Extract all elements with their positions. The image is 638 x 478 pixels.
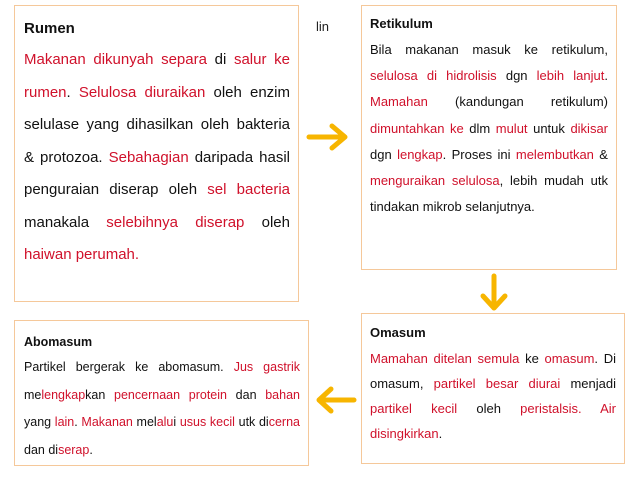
abomasum-text: mel [132,415,157,430]
omasum-text [582,401,601,416]
abomasum-text: Partikel bergerak ke abomasum. [24,360,234,374]
rumen-text: sel bacteria [207,181,290,198]
abomasum-text: . [74,415,82,430]
rumen-text: oleh enzim selulase yang dihasilkan oleh bakteria & protozoa. [24,83,290,166]
retikulum-text: & [593,146,608,162]
retikulum-text: dimuntahkan ke [370,120,464,136]
retikulum-text: melembutkan [515,146,594,162]
rumen-text: haiwan perumah. [24,246,140,263]
retikulum-text: Mamahan [370,94,428,110]
retikulum-text: selulosa di hidrolisis [370,68,497,84]
annotation-lin: lin [316,19,330,34]
abomasum-text: dan [226,387,266,402]
rumen-box [14,5,299,302]
arrow-left-icon [313,385,357,415]
omasum-text: Air disingkirkan [370,401,616,441]
abomasum-text: bahan [265,387,300,402]
abomasum-text: yang [24,415,55,430]
abomasum-text: dan di [24,442,59,457]
rumen-title: Rumen [24,20,75,37]
rumen-text: oleh [244,213,290,231]
omasum-text: ke [519,351,545,366]
rumen-text: Makanan dikunyah separa [24,51,207,68]
retikulum-text: mulut [495,120,528,136]
omasum-box [361,313,625,464]
abomasum-text: utk di [234,415,269,430]
abomasum-text: i [173,415,180,430]
rumen-text: di [206,51,234,68]
abomasum-text: Jus gastrik [233,360,300,374]
abomasum-text: me [24,387,42,402]
rumen-text: Sebahagian [108,148,189,166]
abomasum-text: lain [54,415,75,430]
abomasum-text: . [89,442,93,457]
abomasum-text: lengkap [41,387,86,402]
arrow-down-icon [479,274,509,314]
omasum-text: peristalsis. [520,401,582,416]
retikulum-text: lengkap [397,146,443,162]
retikulum-text: dgn [496,68,537,84]
omasum-text: . [438,426,443,441]
abomasum-box [14,320,309,466]
retikulum-text: dikisar [570,120,609,136]
abomasum-text: usus kecil [179,415,235,430]
rumen-text: selebihnya diserap [106,213,245,231]
retikulum-text: (kandungan retikulum) [427,94,608,110]
retikulum-text: . [604,68,608,84]
rumen-text: Selulosa diuraikan [78,83,206,101]
retikulum-text: Bila makanan masuk ke retikulum, [370,42,608,57]
arrow-right-icon [306,122,352,152]
abomasum-text: cerna [268,415,300,430]
retikulum-box [361,5,617,270]
retikulum-text: dlm [463,120,496,136]
retikulum-text: dgn [370,146,398,162]
abomasum-text: alu [156,415,174,430]
abomasum-text: serap [58,442,90,457]
rumen-text: daripada hasil penguraian diserap oleh [24,148,290,198]
omasum-text: Mamahan ditelan semula [370,351,520,366]
omasum-text: oleh [457,401,521,416]
rumen-text: manakala [24,213,107,231]
rumen-text: salur ke rumen [24,51,290,101]
abomasum-text: Makanan [81,415,133,430]
retikulum-text: . Proses ini [442,146,516,162]
retikulum-title: Retikulum [370,16,433,31]
rumen-text: . [66,83,79,101]
retikulum-text: , lebih mudah utk tindakan mikrob selanjutnya. [370,173,608,215]
omasum-title: Omasum [370,325,426,340]
omasum-text: omasum [544,351,595,366]
omasum-text: menjadi [560,376,616,391]
abomasum-text: pencernaan protein [114,387,227,402]
retikulum-text: menguraikan selulosa [370,173,500,189]
omasum-text: partikel besar diurai [433,376,561,391]
retikulum-text: lebih lanjut [536,68,605,84]
abomasum-text: kan [85,387,115,402]
retikulum-text: untuk [527,120,571,136]
omasum-text: partikel kecil [370,401,458,416]
abomasum-title: Abomasum [24,335,93,349]
omasum-text: . Di omasum, [370,351,616,391]
